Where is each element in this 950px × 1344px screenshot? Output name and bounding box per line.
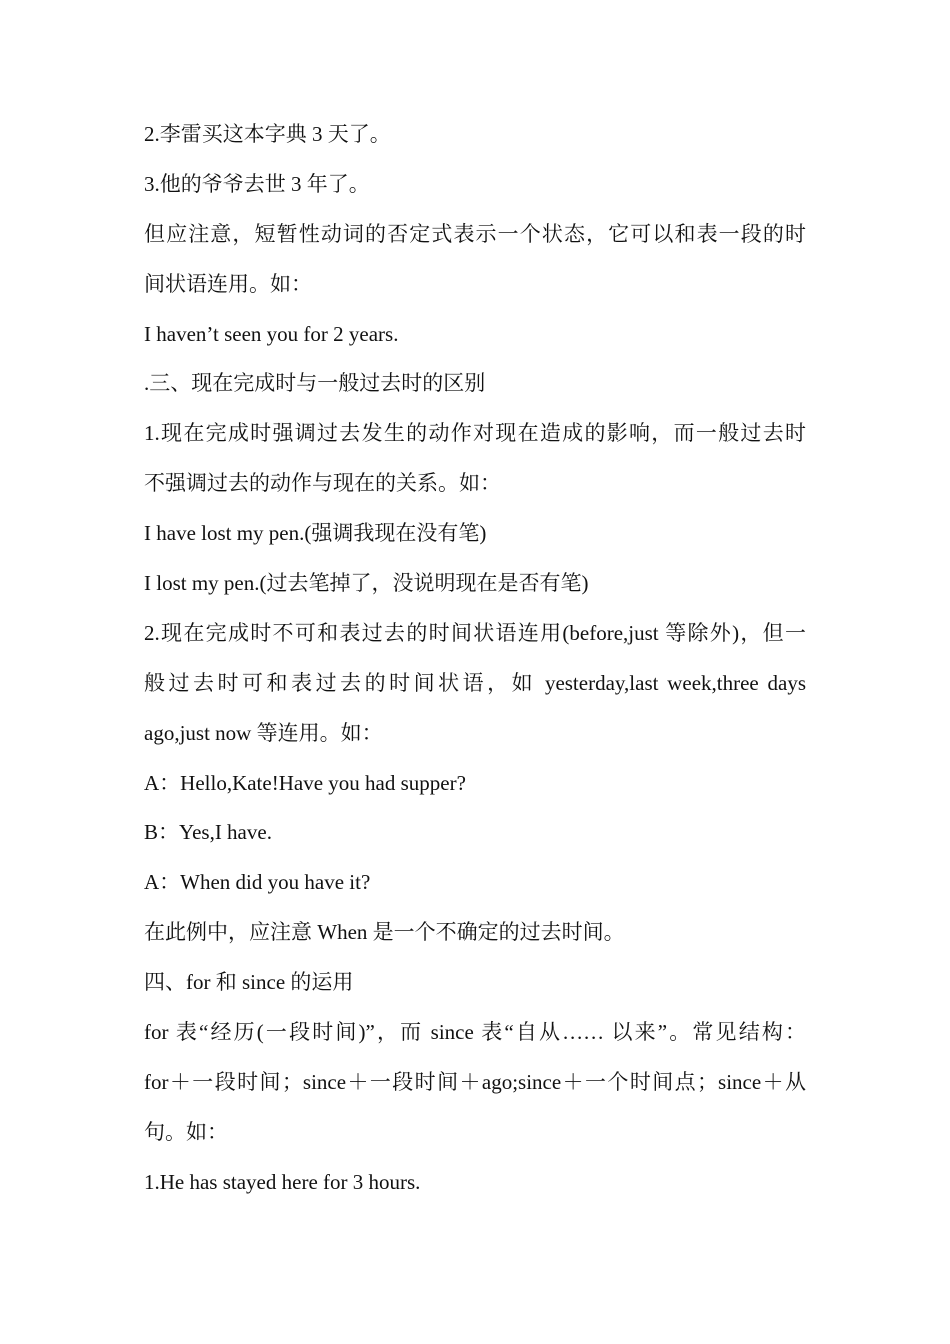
text-line: 句。如： [144, 1119, 228, 1144]
text-line: for 表“经历(一段时间)”，而 since 表“自从…… 以来”。常见结构： [144, 1020, 806, 1045]
text-line: ago,just now 等连用。如： [144, 720, 383, 745]
text-line: 间状语连用。如： [144, 271, 312, 296]
section-heading: 四、for 和 since 的运用 [144, 970, 354, 995]
text-line: 1.现在完成时强调过去发生的动作对现在造成的影响，而一般过去时 [144, 421, 806, 446]
text-line: I haven’t seen you for 2 years. [144, 321, 399, 346]
text-line: 在此例中，应注意 When 是一个不确定的过去时间。 [144, 920, 625, 945]
text-line: I have lost my pen.(强调我现在没有笔) [144, 521, 487, 546]
text-line: 3.他的爷爷去世 3 年了。 [144, 171, 370, 196]
dialogue-line: A：When did you have it? [144, 870, 371, 895]
text-line: 2.李雷买这本字典 3 天了。 [144, 122, 391, 146]
dialogue-line: B：Yes,I have. [144, 820, 272, 845]
text-line: 不强调过去的动作与现在的关系。如： [144, 471, 501, 496]
section-heading: .三、现在完成时与一般过去时的区别 [144, 371, 486, 396]
text-line: 1.He has stayed here for 3 hours. [144, 1169, 421, 1194]
text-line: 2.现在完成时不可和表过去的时间状语连用(before,just 等除外)，但一 [144, 620, 806, 645]
text-line: 但应注意，短暂性动词的否定式表示一个状态，它可以和表一段的时 [144, 221, 806, 246]
text-line: for＋一段时间；since＋一段时间＋ago;since＋一个时间点；since＋从 [144, 1069, 806, 1094]
dialogue-line: A：Hello,Kate!Have you had supper? [144, 770, 466, 795]
document-page [144, 110, 806, 1208]
text-line: I lost my pen.(过去笔掉了，没说明现在是否有笔) [144, 571, 589, 596]
text-line: 般过去时可和表过去的时间状语，如 yesterday,last week,three days [144, 670, 806, 695]
